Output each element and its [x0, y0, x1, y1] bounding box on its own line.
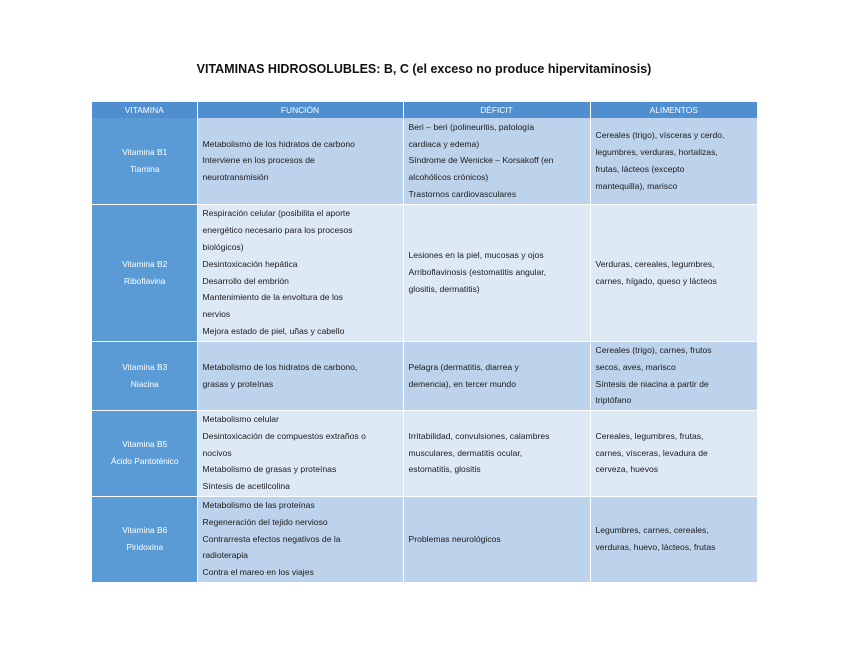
- function-line: Metabolismo de los hidratos de carbono: [202, 138, 355, 149]
- table-row: [92, 118, 757, 204]
- vitamin-name-line: Vitamina B6: [122, 525, 168, 536]
- header-funcion: FUNCIÓN: [197, 102, 403, 118]
- function-line: Metabolismo de los hidratos de carbono,: [202, 361, 358, 372]
- function-line: Desarrollo del embrión: [202, 275, 289, 286]
- deficit-cell: [403, 496, 590, 582]
- deficit-line: estomatitis, glositis: [408, 464, 481, 475]
- deficit-line: alcohólicos crónicos): [408, 172, 489, 183]
- foods-line: mantequilla), marisco: [595, 180, 678, 191]
- vitamin-name-line: Tiamina: [130, 163, 160, 174]
- deficit-line: demencia), en tercer mundo: [408, 378, 516, 389]
- foods-line: secos, aves, marisco: [595, 361, 676, 372]
- deficit-line: Trastornos cardiovasculares: [408, 188, 517, 199]
- function-cell: [197, 410, 403, 496]
- vitamins-table: [92, 102, 757, 583]
- foods-line: legumbres, verduras, hortalizas,: [595, 146, 718, 157]
- vitamin-name-cell: [92, 118, 197, 204]
- vitamin-name-line: Vitamina B2: [122, 258, 168, 269]
- deficit-cell: [403, 341, 590, 410]
- vitamin-name-line: Ácido Pantoténico: [110, 456, 179, 466]
- function-line: Interviene en los procesos de: [202, 155, 315, 166]
- deficit-line: cardiaca y edema): [408, 138, 480, 149]
- function-line: Mantenimiento de la envoltura de los: [202, 292, 343, 303]
- foods-line: Síntesis de niacina a partir de: [595, 378, 709, 389]
- vitamin-name-line: Niacina: [130, 378, 159, 389]
- foods-line: cerveza, huevos: [595, 464, 659, 475]
- deficit-line: Beri – beri (polineuritis, patología: [408, 121, 535, 132]
- function-line: Desintoxicación de compuestos extraños o: [202, 430, 366, 441]
- foods-cell: [590, 341, 757, 410]
- deficit-cell: [403, 204, 590, 341]
- function-line: Desintoxicación hepática: [202, 258, 298, 269]
- vitamin-name-line: Vitamina B3: [122, 361, 168, 372]
- function-line: energético necesario para los procesos: [202, 225, 353, 236]
- header-vitamina: VITAMINA: [92, 102, 197, 118]
- function-line: Regeneración del tejido nervioso: [202, 516, 328, 527]
- foods-line: carnes, vísceras, levadura de: [595, 447, 708, 458]
- foods-line: Cereales, legumbres, frutas,: [595, 430, 704, 441]
- deficit-cell: [403, 118, 590, 204]
- deficit-line: Pelagra (dermatitis, diarrea y: [408, 361, 519, 372]
- deficit-cell: [403, 410, 590, 496]
- foods-line: Cereales (trigo), carnes, frutos: [595, 344, 712, 355]
- function-cell: [197, 118, 403, 204]
- vitamin-name-line: Piridoxina: [126, 542, 164, 552]
- header-alimentos: ALIMENTOS: [590, 102, 757, 118]
- table-header-row: [92, 102, 757, 118]
- foods-line: verduras, huevo, lácteos, frutas: [595, 542, 716, 552]
- foods-cell: [590, 410, 757, 496]
- table-row: [92, 410, 757, 496]
- foods-line: Legumbres, carnes, cereales,: [595, 525, 709, 536]
- function-cell: [197, 341, 403, 410]
- function-cell: [197, 496, 403, 582]
- table-row: [92, 204, 757, 341]
- table-row: [92, 341, 757, 410]
- foods-line: frutas, lácteos (excepto: [595, 163, 685, 174]
- function-line: grasas y proteínas: [202, 378, 274, 389]
- foods-cell: [590, 204, 757, 341]
- function-line: Contra el mareo en los viajes: [202, 567, 314, 578]
- document-title: VITAMINAS HIDROSOLUBLES: B, C (el exceso no produce hipervitaminosis): [196, 62, 652, 76]
- vitamin-name-line: Vitamina B5: [122, 439, 168, 450]
- function-line: Metabolismo de las proteínas: [202, 500, 315, 510]
- deficit-line: musculares, dermatitis ocular,: [408, 447, 523, 458]
- function-line: Mejora estado de piel, uñas y cabello: [202, 325, 345, 336]
- function-line: Metabolismo celular: [202, 414, 279, 424]
- foods-cell: [590, 118, 757, 204]
- function-cell: [197, 204, 403, 341]
- deficit-line: Lesiones en la piel, mucosas y ojos: [408, 250, 544, 261]
- function-line: Metabolismo de grasas y proteínas: [202, 464, 337, 475]
- function-line: Respiración celular (posibilita el aporte: [202, 208, 351, 219]
- vitamin-name-line: Riboflavina: [124, 275, 166, 286]
- function-line: Contrarresta efectos negativos de la: [202, 533, 341, 544]
- deficit-line: glositis, dermatitis): [408, 283, 480, 294]
- deficit-line: Problemas neurológicos: [408, 533, 501, 544]
- deficit-line: Síndrome de Wenicke – Korsakoff (en: [408, 155, 554, 166]
- vitamin-name-line: Vitamina B1: [122, 146, 168, 157]
- vitamin-name-cell: [92, 496, 197, 582]
- foods-line: carnes, hígado, queso y lácteos: [595, 275, 717, 286]
- vitamin-name-cell: [92, 204, 197, 341]
- header-deficit: DÉFICIT: [403, 102, 590, 118]
- foods-cell: [590, 496, 757, 582]
- deficit-line: Arriboflavinosis (estomatitis angular,: [408, 267, 547, 278]
- deficit-line: Irritabilidad, convulsiones, calambres: [408, 430, 550, 441]
- vitamin-name-cell: [92, 410, 197, 496]
- function-line: Síntesis de acetilcolina: [202, 481, 290, 492]
- foods-line: triptófano: [595, 395, 632, 406]
- function-line: neurotransmisión: [202, 172, 269, 183]
- function-line: nocivos: [202, 447, 232, 458]
- function-line: nervios: [202, 309, 231, 320]
- vitamin-name-cell: [92, 341, 197, 410]
- foods-line: Verduras, cereales, legumbres,: [595, 258, 715, 269]
- function-line: biológicos): [202, 241, 244, 252]
- table-row: [92, 496, 757, 582]
- foods-line: Cereales (trigo), vísceras y cerdo,: [595, 130, 725, 141]
- function-line: radioterapia: [202, 550, 248, 561]
